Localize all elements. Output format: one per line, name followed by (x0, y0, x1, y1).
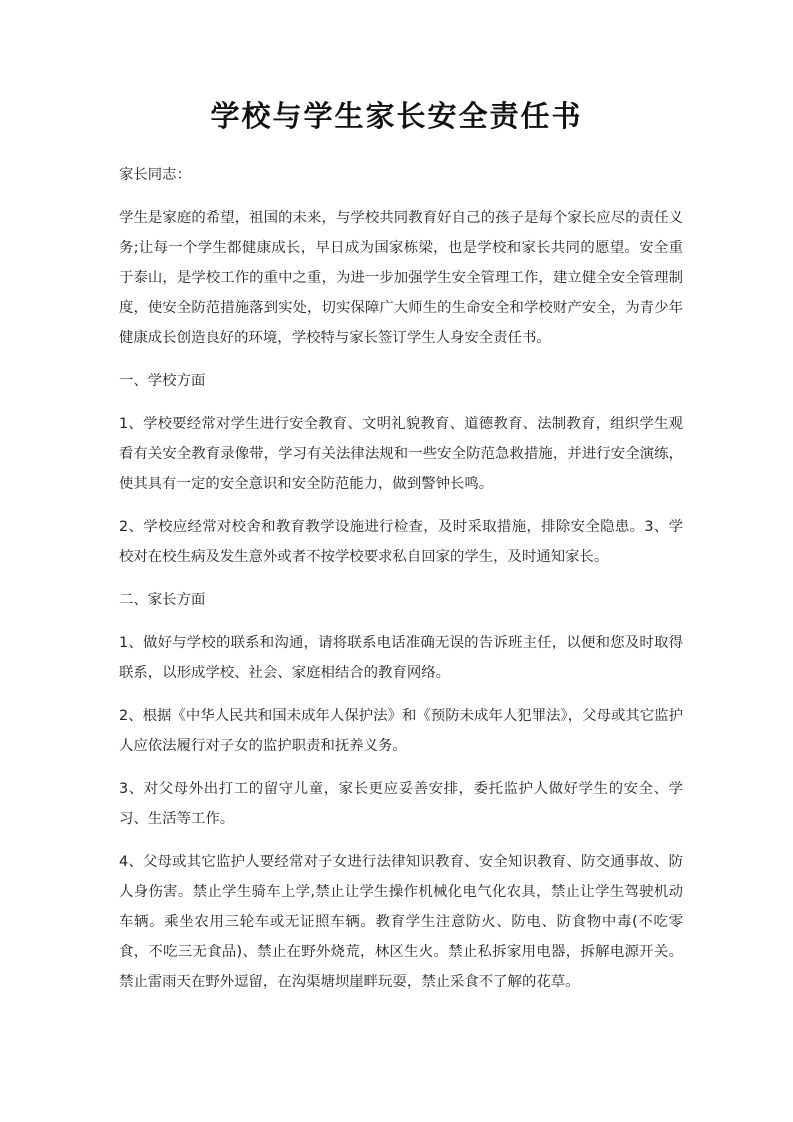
parent-item-4: 4、父母或其它监护人要经常对子女进行法律知识教育、安全知识教育、防交通事故、防人身伤害。禁止学生骑车上学,禁止让学生操作机械化电气化农具，禁止让学生驾驶机动车辆。乘坐农用三轮车或无证照车辆。教育学生注意防火、防电、防食物中毒(不吃零食，不吃三无食品)、禁止在野外烧荒，林区生火。禁止私拆家用电器，拆解电源开关。禁止雷雨天在野外逗留，在沟渠塘坝崖畔玩耍，禁止采食不了解的花草。 (119, 854, 683, 990)
intro-paragraph: 学生是家庭的希望，祖国的未来，与学校共同教育好自己的孩子是每个家长应尽的责任义务;让每一个学生都健康成长，早日成为国家栋梁，也是学校和家长共同的愿望。安全重于泰山，是学校工作的重中之重，为进一步加强学生安全管理工作，建立健全安全管理制度，使安全防范措施落到实处，切实保障广大师生的生命安全和学校财产安全，为青少年健康成长创造良好的环境，学校特与家长签订学生人身安全责任书。 (119, 210, 683, 346)
document-body (119, 160, 683, 1010)
section-heading-parent: 二、家长方面 (119, 592, 206, 608)
school-item-2: 2、学校应经常对校舍和教育教学设施进行检查，及时采取措施，排除安全隐患。3、学校对在校生病及发生意外或者不按学校要求私自回家的学生，及时通知家长。 (119, 519, 683, 565)
parent-item-2: 2、根据《中华人民共和国未成年人保护法》和《预防未成年人犯罪法》，父母或其它监护人应依法履行对子女的监护职责和抚养义务。 (119, 708, 683, 754)
document-title: 学校与学生家长安全责任书 (210, 99, 583, 133)
school-item-1: 1、学校要经常对学生进行安全教育、文明礼貌教育、道德教育、法制教育，组织学生观看有关安全教育录像带，学习有关法律法规和一些安全防范急救措施，并进行安全演练，使其具有一定的安全意识和安全防范能力，做到警钟长鸣。 (119, 416, 683, 492)
section-heading-school: 一、学校方面 (119, 373, 206, 389)
parent-item-1: 1、做好与学校的联系和沟通，请将联系电话准确无误的告诉班主任，以便和您及时取得联系，以形成学校、社会、家庭相结合的教育网络。 (119, 635, 683, 681)
parent-item-3: 3、对父母外出打工的留守儿童，家长更应妥善安排，委托监护人做好学生的安全、学习、生活等工作。 (119, 781, 683, 827)
salutation: 家长同志： (119, 167, 191, 183)
